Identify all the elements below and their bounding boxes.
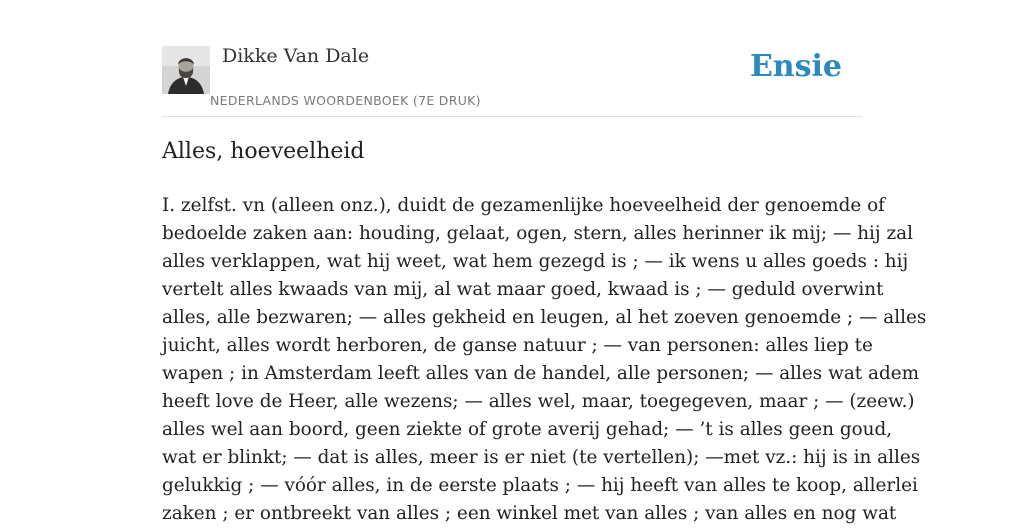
entry-definition	[162, 192, 927, 528]
entry-title: Alles, hoeveelheid	[162, 139, 365, 164]
definition-line: zaken ; er ontbreekt van alles ; een winkel met van alles ; van alles en nog wat	[162, 503, 897, 524]
definition-line: heeft love de Heer, alle wezens; — alles wel, maar, toegegeven, maar ; — (zeew.)	[162, 391, 915, 412]
definition-line: alles, alle bezwaren; — alles gekheid en leugen, al het zoeven genoemde ; — alles	[162, 307, 927, 328]
site-logo[interactable]: Ensie	[749, 49, 842, 84]
definition-line: alles verklappen, wat hij weet, wat hem gezegd is ; — ik wens u alles goeds : hij	[162, 251, 909, 272]
definition-line: alles wel aan boord, geen ziekte of grote averij gehad; — ’t is alles geen goud,	[162, 419, 893, 440]
definition-line: juicht, alles wordt herboren, de ganse natuur ; — van personen: alles liep te	[162, 335, 873, 356]
author-name[interactable]: Dikke Van Dale	[222, 45, 370, 67]
portrait-photo-icon	[162, 46, 210, 94]
definition-line: vertelt alles kwaads van mij, al wat maar goed, kwaad is ; — geduld overwint	[162, 279, 884, 300]
source-label: NEDERLANDS WOORDENBOEK (7E DRUK)	[210, 93, 481, 108]
definition-line: gelukkig ; — vóór alles, in de eerste plaats ; — hij heeft van alles te koop, allerlei	[162, 475, 918, 496]
avatar[interactable]	[162, 46, 210, 94]
definition-line: bedoelde zaken aan: houding, gelaat, ogen, stern, alles herinner ik mij; — hij zal	[162, 223, 914, 244]
dictionary-card	[162, 0, 927, 524]
card-header	[162, 0, 862, 117]
definition-line: wapen ; in Amsterdam leeft alles van de handel, alle personen; — alles wat adem	[162, 363, 920, 384]
definition-line: I. zelfst. vn (alleen onz.), duidt de gezamenlijke hoeveelheid der genoemde of	[162, 195, 885, 216]
definition-line: wat er blinkt; — dat is alles, meer is er niet (te vertellen); —met vz.: hij is in alles	[162, 447, 921, 468]
